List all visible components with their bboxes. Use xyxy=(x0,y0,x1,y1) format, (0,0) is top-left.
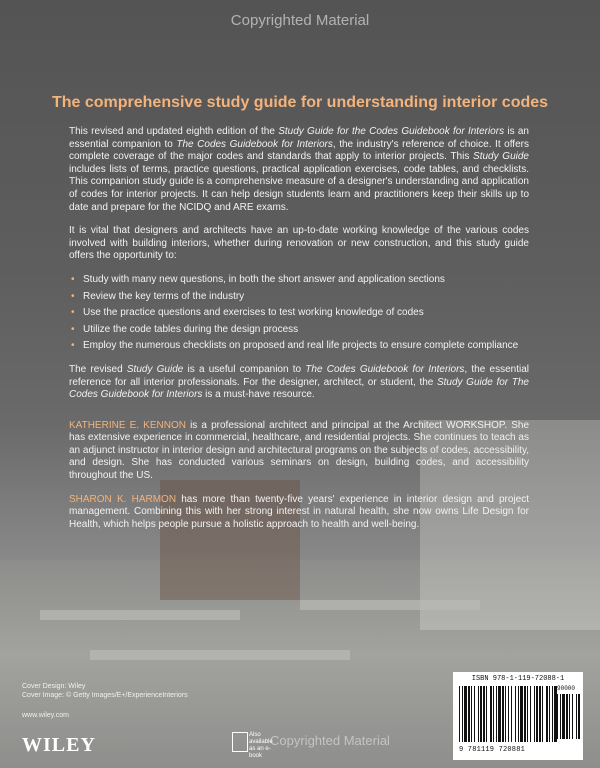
list-item-text: Utilize the code tables during the design process xyxy=(83,323,299,335)
price-code: 90000 xyxy=(557,685,576,692)
publisher-logo: WILEY xyxy=(22,734,96,756)
text-run: is a must-have resource. xyxy=(202,389,315,401)
text-run: includes lists of terms, practice questions, practical application exercises, code tables, and checklists. This companion study guide is a comprehensive measure of a designer's understanding and application of codes for interior projects. It can help design students learn and practitioners keep their skills up to date and prepare for the NCIDQ and ARE exams. xyxy=(69,163,529,213)
barcode-stripe xyxy=(496,686,497,742)
barcode-stripe xyxy=(569,694,570,739)
list-item-text: Use the practice questions and exercises to test working knowledge of codes xyxy=(83,307,424,319)
list-item xyxy=(69,324,529,337)
barcode-stripe xyxy=(552,686,553,742)
ebook-line: Also available xyxy=(249,732,273,745)
price-barcode-bars xyxy=(557,694,579,739)
barcode-stripe xyxy=(527,686,528,742)
author-name: SHARON K. HARMON xyxy=(69,493,177,505)
barcode-stripe xyxy=(549,686,550,742)
barcode-stripe xyxy=(557,694,558,739)
list-item xyxy=(69,291,529,304)
barcode-stripe xyxy=(576,694,577,739)
barcode-stripe xyxy=(493,686,494,742)
barcode-stripe xyxy=(562,694,565,739)
barcode-stripe xyxy=(515,686,516,742)
barcode-stripe xyxy=(560,694,561,739)
barcode-stripe xyxy=(566,694,568,739)
website-link[interactable]: www.wiley.com xyxy=(22,712,69,719)
watermark-top: Copyrighted Material xyxy=(230,12,370,29)
barcode-digits: 9 781119 720881 xyxy=(459,746,526,754)
barcode-stripe xyxy=(542,686,543,742)
barcode-stripe xyxy=(524,686,526,742)
barcode-stripe xyxy=(518,686,519,742)
barcode-stripe xyxy=(490,686,492,742)
barcode-stripe xyxy=(462,686,463,742)
text-run: This revised and updated eighth edition of the xyxy=(69,126,279,137)
back-cover-text xyxy=(69,126,529,542)
barcode-stripe xyxy=(459,686,460,742)
barcode-stripe xyxy=(536,686,538,742)
cover-credits xyxy=(22,682,188,700)
barcode-stripe xyxy=(498,686,501,742)
background-desk xyxy=(40,610,240,620)
barcode-stripe xyxy=(572,694,573,739)
barcode-stripe xyxy=(502,686,504,742)
list-item xyxy=(69,274,529,287)
bullet-icon: • xyxy=(71,290,75,302)
book-title-italic: Study Guide xyxy=(126,363,184,375)
barcode-stripe xyxy=(474,686,475,742)
barcode-stripe xyxy=(505,686,506,742)
book-title-italic: The Codes Guidebook for Interiors xyxy=(305,363,465,375)
author-bio-kennon xyxy=(69,420,529,483)
bullet-icon: • xyxy=(71,340,75,352)
barcode-stripe xyxy=(530,686,531,742)
barcode-bars xyxy=(459,686,555,742)
book-title-italic: Study Guide for The Codes Guidebook for Interiors xyxy=(69,376,529,401)
cover-design-credit: Cover Design: Wiley xyxy=(22,683,86,690)
bullet-icon: • xyxy=(71,273,75,285)
text-run: The revised xyxy=(69,363,127,375)
benefit-list xyxy=(69,274,529,353)
barcode-stripe xyxy=(578,694,580,739)
headline: The comprehensive study guide for understanding interior codes xyxy=(51,94,549,111)
text-run: , the industry's reference of choice. It offers complete coverage of the major codes and standards that apply to interior projects. This xyxy=(69,138,529,163)
list-item-text: Employ the numerous checklists on proposed and real life projects to ensure complete compliance xyxy=(83,340,519,352)
barcode-stripe xyxy=(478,686,479,742)
text-run: , the essential reference for all interior professionals. For the designer, architect, or student, the xyxy=(69,363,529,388)
list-item xyxy=(69,340,529,353)
book-title-italic: Study Guide for the Codes Guidebook for Interiors xyxy=(278,126,505,137)
barcode-stripe xyxy=(511,686,512,742)
isbn-text: ISBN 978-1-119-72088-1 xyxy=(471,675,565,683)
author-bio-harmon xyxy=(69,494,529,532)
list-item xyxy=(69,307,529,320)
author-bio-text: has more than twenty-five years' experience in interior design and project management. Combining this with her strong interest in natural health, she now owns Life Design for Health, which helps people pursue a holistic approach to health and well-being. xyxy=(69,493,529,530)
barcode-stripe xyxy=(464,686,467,742)
barcode-stripe xyxy=(539,686,541,742)
background-desk xyxy=(300,600,480,610)
list-item-text: Review the key terms of the industry xyxy=(83,290,245,302)
text-run: is a useful companion to xyxy=(183,363,306,375)
vital-paragraph: It is vital that designers and architects have an up-to-date working knowledge of the various codes involved with building interiors, whether during renovation or new construction, and this study guide offers the opportunity to: xyxy=(69,225,529,262)
summary-paragraph xyxy=(69,364,529,402)
author-name: KATHERINE E. KENNON xyxy=(69,419,186,431)
barcode-stripe xyxy=(483,686,485,742)
background-desk xyxy=(90,650,350,660)
bullet-icon: • xyxy=(71,307,75,319)
list-item-text: Study with many new questions, in both the short answer and application sections xyxy=(83,273,445,285)
barcode-stripe xyxy=(471,686,472,742)
barcode-stripe xyxy=(480,686,482,742)
barcode-stripe xyxy=(534,686,535,742)
barcode xyxy=(453,672,583,760)
barcode-stripe xyxy=(508,686,509,742)
barcode-stripe xyxy=(546,686,548,742)
ebook-line: as an e-book xyxy=(249,746,271,759)
barcode-stripe xyxy=(486,686,487,742)
bullet-icon: • xyxy=(71,323,75,335)
text-run: is an essential companion to xyxy=(69,126,529,150)
barcode-stripe xyxy=(468,686,470,742)
book-title-italic: Study Guide xyxy=(473,151,529,163)
book-title-italic: The Codes Guidebook for Interiors xyxy=(176,138,333,150)
cover-image-credit: Cover Image: © Getty Images/E+/ExperienceInteriors xyxy=(22,692,188,699)
watermark-bottom: Copyrighted Material xyxy=(270,733,390,748)
barcode-stripe xyxy=(520,686,523,742)
author-bio-text: is a professional architect and principal at the Architect WORKSHOP. She has extensive experience in commercial, healthcare, and residential projects. She continues to teach as an adjunct instructor in interior design and architectural programs on the subjects of codes, accessibility, and design. She has conducted various seminars on design, building codes, and accessibility throughout the US. xyxy=(69,419,530,482)
ebook-device-icon xyxy=(232,732,248,752)
intro-paragraph xyxy=(69,126,529,214)
